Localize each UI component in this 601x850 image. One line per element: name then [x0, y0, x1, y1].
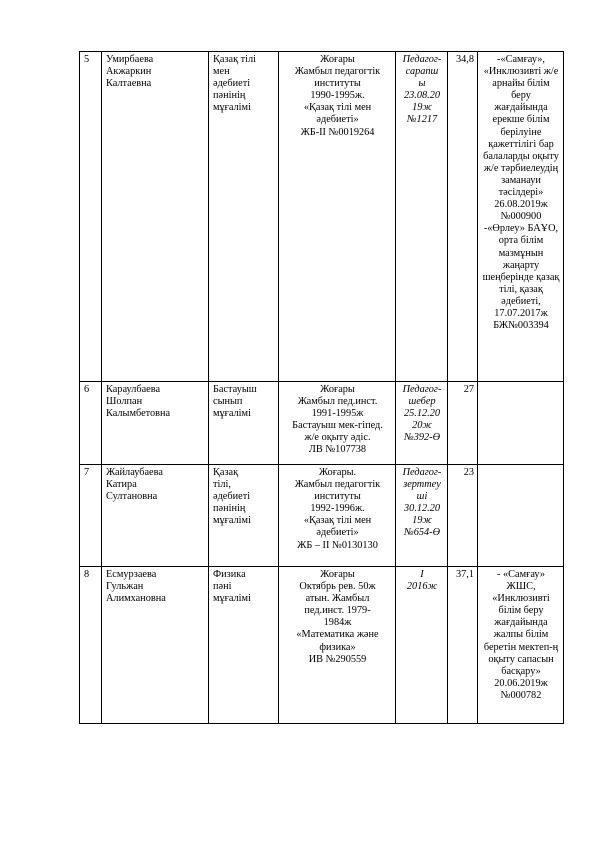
education-line: ж/е оқыту әдіс. — [304, 432, 371, 444]
education-line: Жамбыл пед.инст. — [297, 396, 378, 408]
education-line: атын. Жамбыл — [305, 593, 370, 605]
courses-line: жағдайында — [494, 102, 548, 114]
education-cell — [279, 382, 396, 465]
name-line: Султановна — [106, 491, 158, 503]
category-line: 20ж — [412, 420, 432, 432]
courses-cell — [478, 465, 564, 567]
position-line: Қазақ — [213, 467, 239, 478]
table-row — [80, 567, 564, 724]
category-line: 2016ж — [406, 581, 438, 593]
category-line: Педагог- — [402, 54, 442, 65]
education-line: ИВ №290559 — [308, 653, 367, 665]
experience-cell: 23 — [448, 465, 478, 567]
row-number-cell: 8 — [80, 567, 102, 724]
position-line: Қазақ тілі — [213, 54, 257, 65]
position-line: тілі, — [213, 479, 231, 491]
category-line: ы — [418, 78, 426, 90]
category-line: 23.08.20 — [403, 90, 441, 102]
category-line: 19ж — [412, 515, 432, 527]
courses-line: «Инклюзивті ж/е — [483, 66, 559, 78]
category-cell — [396, 52, 448, 382]
education-line: Жоғары — [320, 569, 355, 580]
education-line: 1992-1996ж. — [310, 503, 365, 515]
courses-line: заманауи — [501, 174, 541, 186]
position-line: Бастауыш — [213, 384, 257, 395]
education-cell — [279, 52, 396, 382]
category-line: 19ж — [412, 102, 432, 114]
category-cell — [396, 465, 448, 567]
courses-cell — [478, 567, 564, 724]
position-line: сынып — [213, 396, 243, 408]
courses-line: тілі, қазақ — [499, 283, 543, 295]
category-line: №392-Ө — [403, 432, 441, 444]
category-cell — [396, 382, 448, 465]
position-line: пәні — [213, 581, 232, 593]
category-cell — [396, 567, 448, 724]
name-line: Караулбаева — [106, 384, 161, 395]
position-cell — [209, 567, 279, 724]
position-cell — [209, 382, 279, 465]
table-row — [80, 382, 564, 465]
row-number-cell: 6 — [80, 382, 102, 465]
education-line: ЖБ-II №0019264 — [300, 126, 375, 138]
position-line: әдебиеті — [213, 491, 251, 503]
education-line: Жамбыл педагогтік — [294, 479, 381, 491]
education-cell — [279, 567, 396, 724]
name-line: Катира — [106, 479, 137, 491]
position-line: мұғалімі — [213, 593, 251, 605]
category-line: 30.12.20 — [403, 503, 441, 515]
education-line: Жоғары — [320, 54, 355, 65]
courses-line: ерекше білім — [492, 114, 550, 126]
education-line: 1991-1995ж — [311, 408, 364, 420]
courses-line: оқыту сапасын — [488, 653, 554, 665]
name-line: Умирбаева — [106, 54, 154, 65]
category-line: шебер — [408, 396, 436, 408]
courses-cell — [478, 52, 564, 382]
courses-line: шеңберінде қазақ — [482, 271, 560, 283]
education-line: ЖБ – II №0130130 — [297, 539, 378, 551]
name-cell — [102, 465, 209, 567]
name-line: Жайлаубаева — [106, 467, 163, 478]
courses-line: берілуіне — [500, 126, 542, 138]
category-line: ші — [416, 491, 428, 503]
position-line: пәнінің — [213, 503, 246, 515]
education-line: 1990-1995ж. — [310, 90, 365, 102]
table-row — [80, 465, 564, 567]
name-line: Есмурзаева — [106, 569, 157, 580]
staff-table-body — [80, 52, 564, 724]
education-line: ЛВ №107738 — [308, 444, 367, 456]
courses-line: әдебиеті, — [501, 295, 541, 307]
courses-line: -«Самғау», — [497, 54, 545, 65]
category-line: №1217 — [406, 114, 438, 126]
staff-table — [79, 51, 564, 724]
row-number-cell: 7 — [80, 465, 102, 567]
education-line: Жоғары. — [318, 467, 357, 478]
position-line: мен — [213, 66, 230, 78]
name-line: Гульжан — [106, 581, 144, 593]
courses-line: 26.08.2019ж — [494, 199, 548, 211]
category-line: 25.12.20 — [403, 408, 441, 420]
courses-line: жалпы білім — [493, 629, 549, 641]
position-line: мұғалімі — [213, 408, 251, 420]
courses-line: №000900 — [500, 211, 542, 223]
name-line: Шолпан — [106, 396, 143, 408]
table-row — [80, 52, 564, 382]
name-line: Алимхановна — [106, 593, 166, 605]
education-line: әдебиеті» — [316, 527, 359, 539]
name-cell — [102, 52, 209, 382]
courses-line: 17.07.2017ж — [494, 307, 548, 319]
education-line: институты — [314, 491, 361, 503]
education-line: әдебиеті» — [316, 114, 359, 126]
education-line: пед.инст. 1979- — [304, 605, 371, 617]
courses-line: 20.06.2019ж — [494, 677, 548, 689]
courses-line: №000782 — [500, 689, 542, 701]
name-line: Калымбетовна — [106, 408, 171, 420]
position-line: мұғалімі — [213, 102, 251, 114]
position-cell — [209, 52, 279, 382]
courses-line: арнайы білім беру — [492, 78, 550, 102]
experience-cell: 27 — [448, 382, 478, 465]
position-cell — [209, 465, 279, 567]
category-line: Педагог- — [402, 467, 442, 478]
position-line: әдебиеті — [213, 78, 251, 90]
courses-line: басқару» — [501, 665, 541, 677]
name-cell — [102, 382, 209, 465]
category-line: сарапш — [405, 66, 439, 78]
name-cell — [102, 567, 209, 724]
education-line: «Қазақ тілі мен — [303, 515, 372, 527]
category-line: Педагог- — [402, 384, 442, 395]
courses-line: беретін мектеп-ң — [483, 641, 559, 653]
education-line: Жамбыл педагогтік — [294, 66, 381, 78]
category-line: I — [420, 569, 424, 580]
courses-cell — [478, 382, 564, 465]
education-line: Октябрь рев. 50ж — [299, 581, 376, 593]
courses-line: -«Өрлеу» БАҰО, — [483, 223, 559, 235]
position-line: Физика — [213, 569, 246, 580]
education-line: «Қазақ тілі мен — [303, 102, 372, 114]
courses-line: жаңарту — [502, 259, 540, 271]
education-line: «Математика және — [296, 629, 379, 641]
education-line: Жоғары — [320, 384, 355, 395]
courses-line: «Инклюзивті — [492, 593, 550, 605]
courses-line: қажеттілігі бар — [488, 138, 554, 150]
courses-line: жағдайында — [494, 617, 548, 629]
courses-line: балаларды оқыту — [483, 150, 559, 162]
category-line: №654-Ө — [403, 527, 441, 539]
name-line: Калтаевна — [106, 78, 152, 90]
row-number-cell: 5 — [80, 52, 102, 382]
position-line: пәнінің — [213, 90, 246, 102]
experience-cell: 34,8 — [448, 52, 478, 382]
education-line: Бастауыш мек-гіпед. — [292, 420, 383, 432]
courses-line: орта білім — [498, 235, 544, 247]
category-line: зерттеу — [403, 479, 441, 491]
education-line: 1984ж — [323, 617, 352, 629]
education-line: институты — [314, 78, 361, 90]
experience-cell: 37,1 — [448, 567, 478, 724]
courses-line: білім беру — [498, 605, 544, 617]
position-line: мұғалімі — [213, 515, 251, 527]
education-line: физика» — [319, 641, 356, 653]
courses-line: мазмұнын — [498, 247, 544, 259]
education-cell — [279, 465, 396, 567]
courses-line: БЖ№003394 — [493, 320, 549, 332]
name-line: Акжаркин — [106, 66, 152, 78]
courses-line: тәсілдері» — [498, 187, 544, 199]
courses-line: ж/е тәрбиелеудің — [483, 162, 559, 174]
courses-line: - «Самғау» ЖШС, — [497, 569, 545, 593]
